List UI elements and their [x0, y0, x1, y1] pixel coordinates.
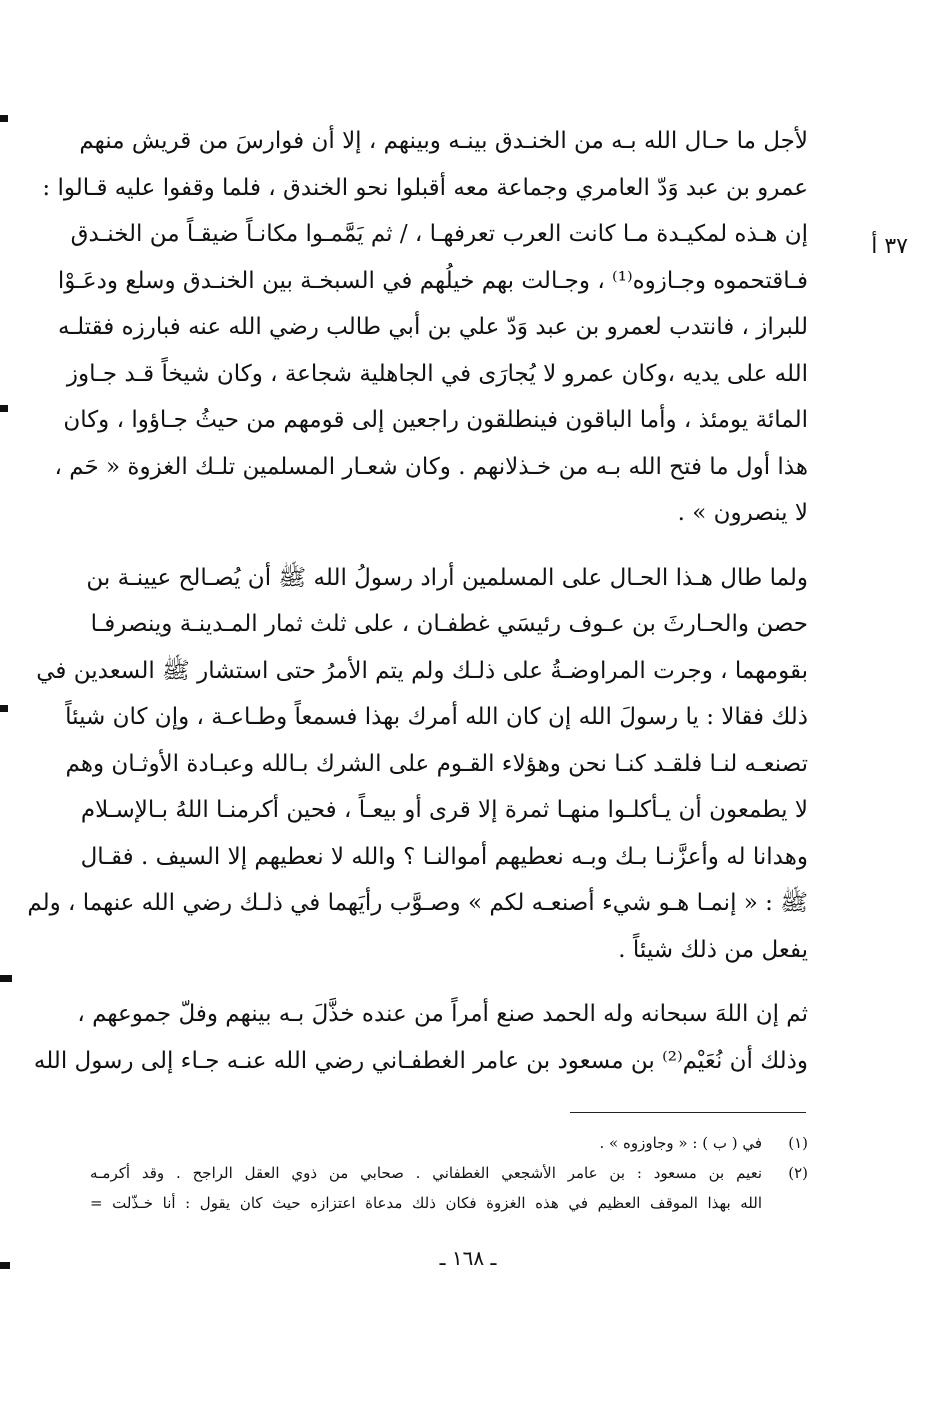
- text-line: للبراز ، فانتدب لعمرو بن عبد وَدّ علي بن أبي طالب رضي الله عنه فبارزه فقتلـه: [58, 314, 808, 340]
- paragraph: [33, 991, 808, 1084]
- paragraph: [42, 118, 808, 537]
- footnote-number: (١): [788, 1134, 808, 1152]
- main-text: [27, 118, 808, 1084]
- scan-mark: [0, 705, 8, 712]
- scan-mark: [0, 405, 8, 412]
- text-line: عمرو بن عبد وَدّ العامري وجماعة معه أقبلوا نحو الخندق ، فلما وقفوا عليه قـالوا :: [42, 174, 808, 201]
- text-line: تصنعـه لنـا فلقـد كنـا نحن وهؤلاء القـوم على الشرك بـالله وعبـادة الأوثـان وهم: [65, 750, 808, 777]
- scan-mark: [0, 115, 8, 122]
- text-line: ﷺ : « إنمـا هـو شيء أصنعـه لكم » وصـوَّب رأيَهما في ذلـك رضي الله عنهما ، ولم: [27, 890, 808, 916]
- text-line: لا يطمعون أن يـأكلـوا منهـا ثمرة إلا قرى أو بيعـاً ، فحين أكرمنـا اللهُ بـالإسـلام: [80, 797, 808, 823]
- margin-folio-note: ٣٧ أ: [871, 234, 908, 259]
- text-line: وذلك أن نُعَيْم⁽²⁾ بن مسعود بن عامر الغطفـاني رضي الله عنـه جـاء إلى رسول الله: [33, 1047, 808, 1074]
- text-line: فـاقتحموه وجـازوه⁽¹⁾ ، وجـالت بهم خيلُهم في السبخـة بين الخنـدق وسلع ودعَـوْا: [57, 267, 808, 294]
- footnote: [90, 1158, 808, 1218]
- footnote-text: نعيم بن مسعود : بن عامر الأشجعي الغطفاني . صحابي من ذوي العقل الراجح . وقد أكرمـه: [90, 1164, 762, 1182]
- text-line: وهدانا له وأعزَّنـا بـك وبـه نعطيهم أموالنـا ؟ والله لا نعطيهم إلا السيف . فقـال: [80, 843, 808, 870]
- text-line: ذلك فقالا : يا رسولَ الله إن كان الله أمرك بهذا فسمعاً وطـاعـة ، وإن كان شيئاً: [65, 704, 808, 730]
- text-line: إن هـذه لمكيـدة مـا كانت العرب تعرفهـا ، / ثم يَمَّمـوا مكانـاً ضيقـاً من الخنـدق: [70, 221, 808, 247]
- text-line: ولما طال هـذا الحـال على المسلمين أراد رسولُ الله ﷺ أن يُصـالح عيينـة بن: [86, 564, 808, 591]
- text-line: لا ينصرون » .: [677, 500, 808, 526]
- text-line: لأجل ما حـال الله بـه من الخنـدق بينـه وبينهم ، إلا أن فوارسَ من قريش منهم: [79, 128, 808, 154]
- text-line: هذا أول ما فتح الله بـه من خـذلانهم . وكان شعـار المسلمين تلـك الغزوة « حَم ،: [54, 453, 808, 480]
- footnote-text: في ( ب ) : « وجاوزوه » .: [599, 1134, 762, 1152]
- text-line: يفعل من ذلك شيئاً .: [618, 936, 808, 963]
- text-line: الله على يديه ،وكان عمرو لا يُجارَى في الجاهلية شجاعة ، وكان شيخاً قـد جـاوز: [66, 360, 808, 387]
- text-line: المائة يومئذ ، وأما الباقون فينطلقون راجعين إلى قومهم من حيثُ جـاؤوا ، وكان: [63, 407, 808, 433]
- footnote-divider: [570, 1112, 806, 1113]
- page-number: ـ ١٦٨ ـ: [439, 1246, 497, 1270]
- footnote-text: الله بهذا الموقف العظيم في هذه الغزوة فكان ذلك مدعاة اعتزازه حيث كان يقول : أنا خـذّلت =: [90, 1194, 762, 1212]
- text-line: ثم إن اللهَ سبحانه وله الحمد صنع أمراً من عنده خذَّلَ بـه بينهم وفلّ جموعهم ،: [77, 1001, 808, 1027]
- footnote-number: (٢): [788, 1164, 808, 1182]
- footnotes: [90, 1128, 808, 1218]
- paragraph: [27, 555, 808, 974]
- text-line: بقومهما ، وجرت المراوضـةُ على ذلـك ولم يتم الأمرُ حتى استشار ﷺ السعدين في: [36, 657, 808, 684]
- footnote: [90, 1128, 808, 1158]
- text-line: حصن والحـارثَ بن عـوف رئيسَي غطفـان ، على ثلث ثمار المـدينـة وينصرفـا: [90, 611, 808, 637]
- scan-mark: [0, 975, 12, 982]
